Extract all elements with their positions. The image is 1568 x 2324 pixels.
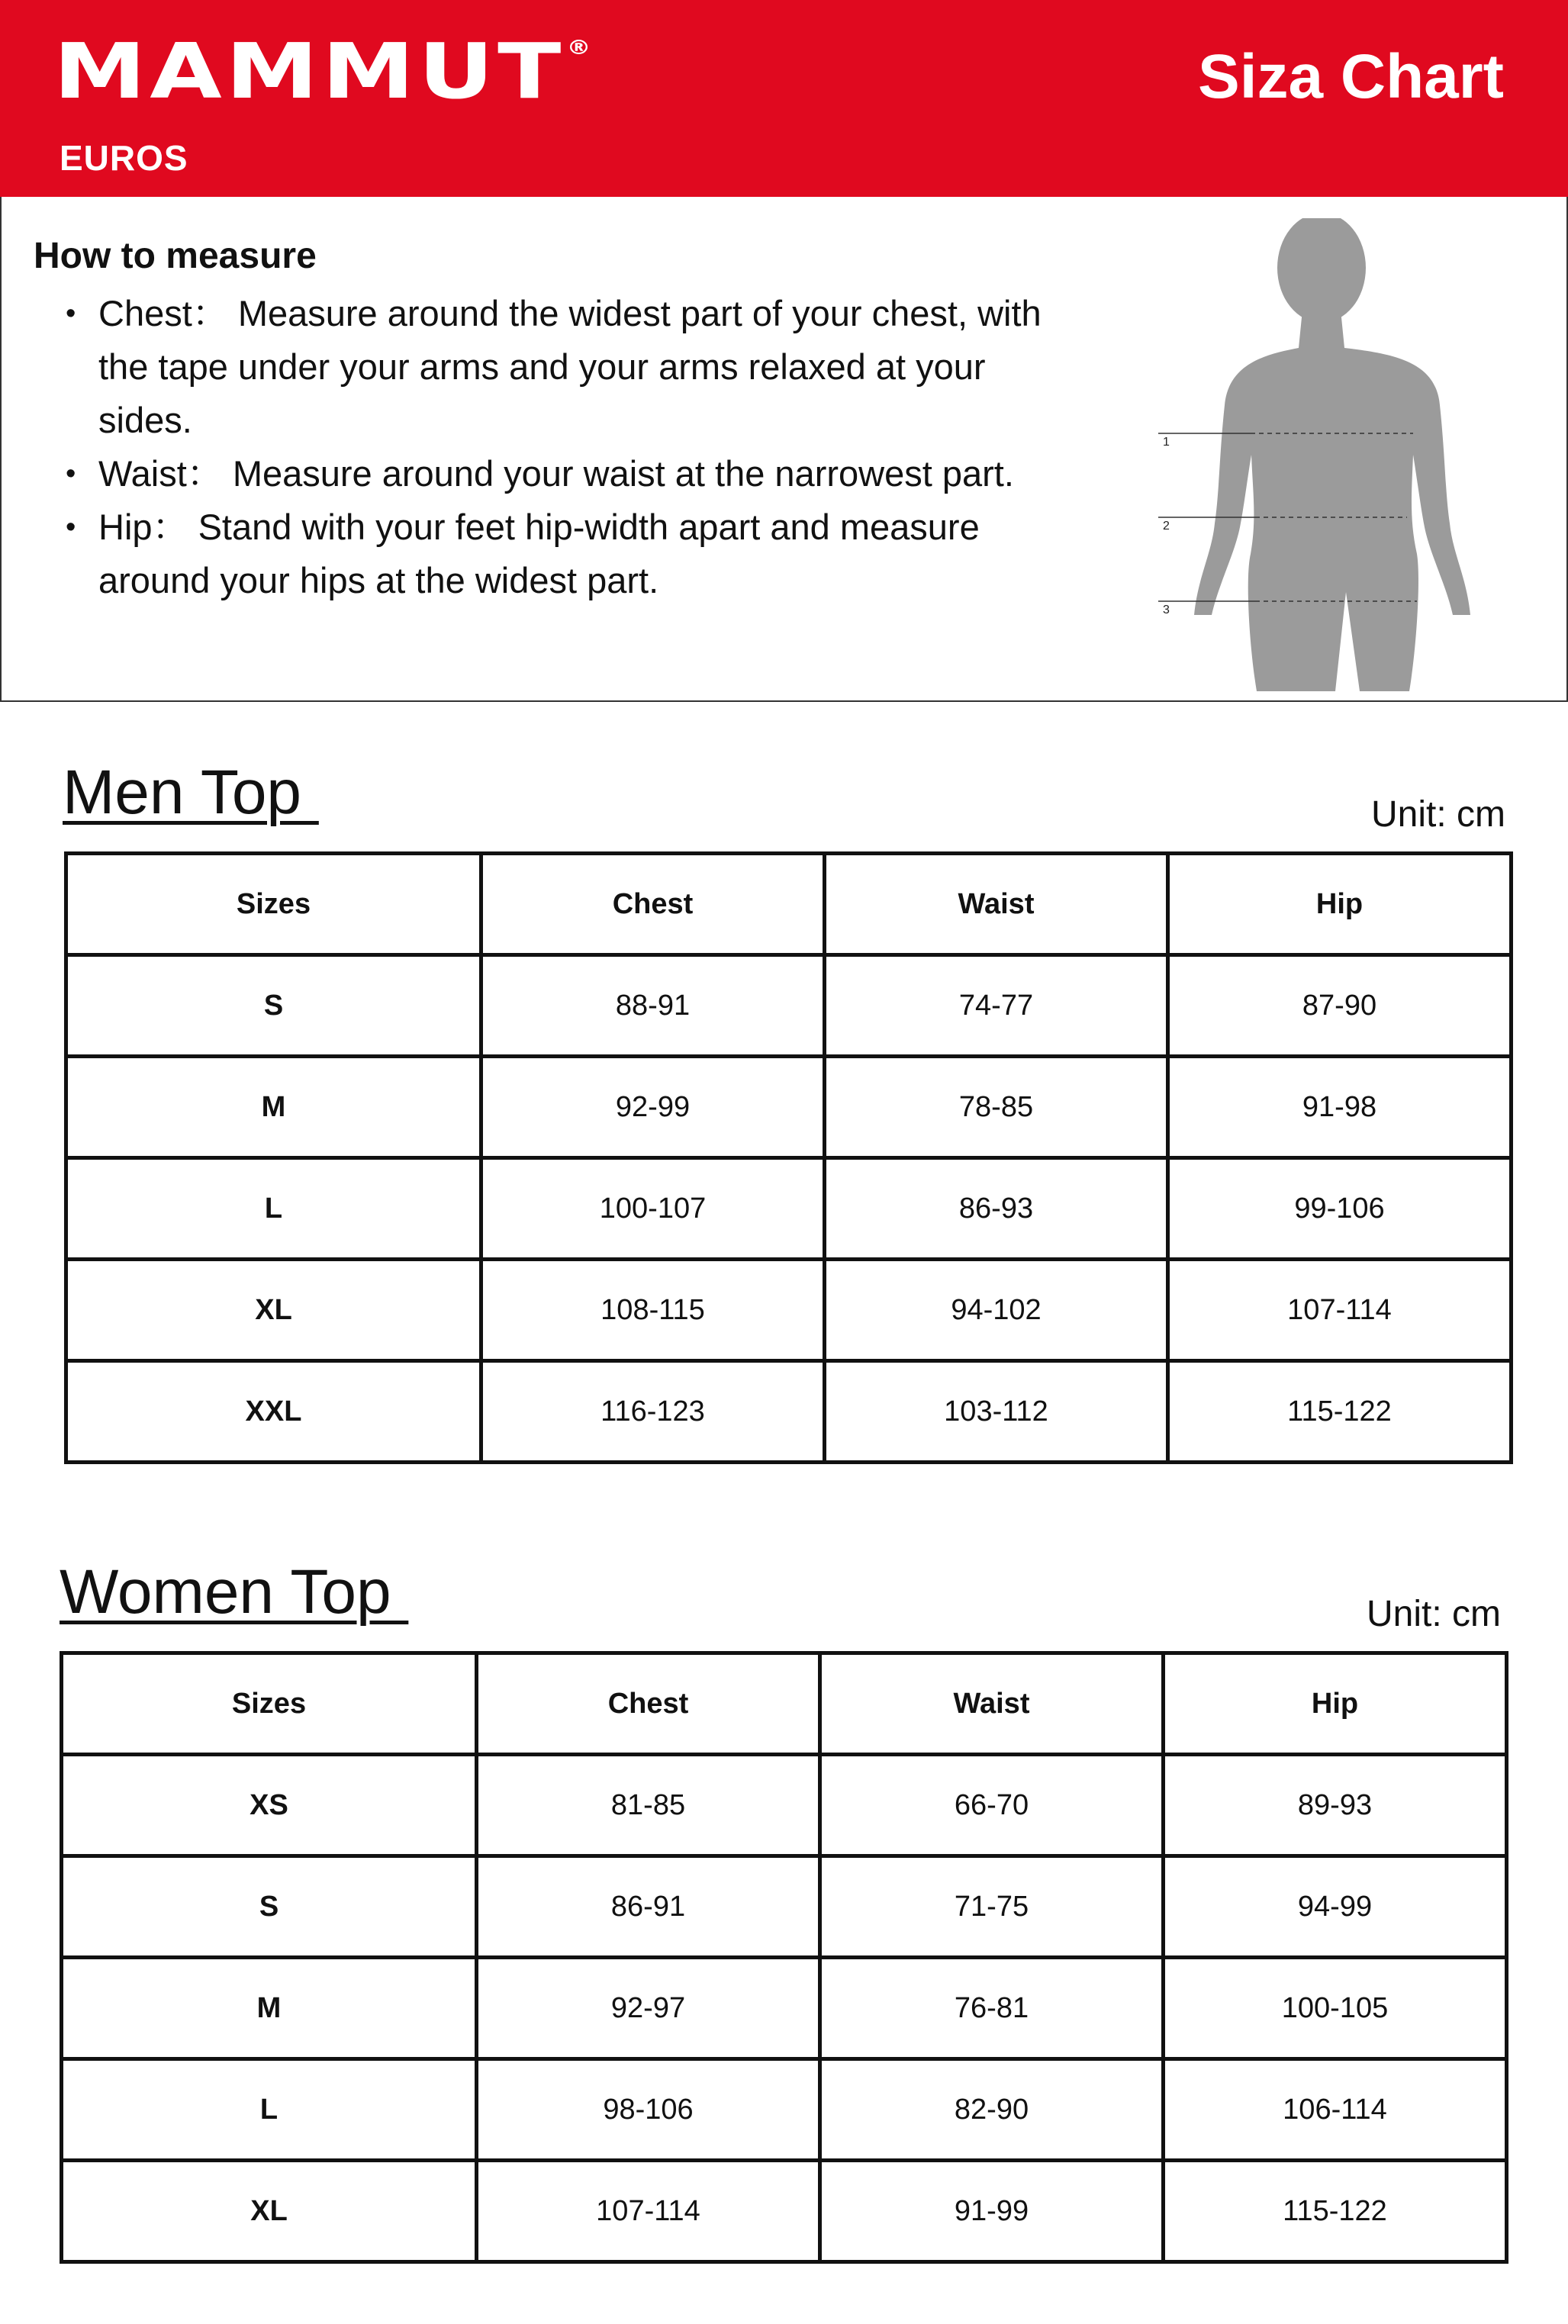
- men-size-table: [64, 851, 1513, 1464]
- measure-chest-item: • Chest： Measure around the widest part of your chest, with the tape under your arms and your arms relaxed at your sides.: [34, 287, 1056, 447]
- women-table-body: [62, 1755, 1507, 2262]
- measurement-cell: 89-93: [1164, 1755, 1507, 1856]
- women-top-title: Women Top: [60, 1557, 409, 1627]
- men-table-body: [66, 955, 1512, 1463]
- size-cell: L: [66, 1158, 481, 1260]
- size-cell: XS: [62, 1755, 477, 1856]
- women-column-header: Sizes: [62, 1653, 477, 1755]
- size-cell: S: [62, 1856, 477, 1958]
- size-cell: M: [62, 1958, 477, 2059]
- men-column-header: Chest: [481, 854, 825, 955]
- measurement-cell: 107-114: [1168, 1260, 1512, 1361]
- measurement-cell: 76-81: [820, 1958, 1164, 2059]
- measurement-cell: 86-93: [825, 1158, 1168, 1260]
- table-row: [62, 1856, 1507, 1958]
- measurement-cell: 92-99: [481, 1057, 825, 1158]
- table-row: [66, 1260, 1512, 1361]
- men-column-header: Hip: [1168, 854, 1512, 955]
- chest-marker-label: 1: [1163, 436, 1170, 449]
- size-cell: XL: [62, 2161, 477, 2262]
- size-cell: XL: [66, 1260, 481, 1361]
- measurement-cell: 98-106: [477, 2059, 820, 2161]
- measurement-cell: 115-122: [1164, 2161, 1507, 2262]
- measurement-cell: 100-105: [1164, 1958, 1507, 2059]
- women-unit-label: Unit: cm: [1366, 1594, 1501, 1634]
- brand-logo: [53, 27, 595, 116]
- measurement-cell: 92-97: [477, 1958, 820, 2059]
- table-row: [66, 955, 1512, 1057]
- men-column-header: Sizes: [66, 854, 481, 955]
- men-top-title: Men Top: [63, 758, 319, 827]
- table-row: [62, 2161, 1507, 2262]
- measurement-cell: 106-114: [1164, 2059, 1507, 2161]
- measurement-cell: 74-77: [825, 955, 1168, 1057]
- table-row: [66, 1057, 1512, 1158]
- region-label: EUROS: [60, 138, 188, 178]
- measurement-cell: 81-85: [477, 1755, 820, 1856]
- size-cell: M: [66, 1057, 481, 1158]
- measurement-cell: 86-91: [477, 1856, 820, 1958]
- table-row: [62, 1755, 1507, 1856]
- women-column-header: Chest: [477, 1653, 820, 1755]
- table-row: [66, 1361, 1512, 1463]
- registered-mark: ®: [566, 37, 595, 60]
- size-cell: L: [62, 2059, 477, 2161]
- women-header-row: [62, 1653, 1507, 1755]
- measurement-cell: 115-122: [1168, 1361, 1512, 1463]
- measurement-cell: 87-90: [1168, 955, 1512, 1057]
- measurement-cell: 99-106: [1168, 1158, 1512, 1260]
- measurement-cell: 100-107: [481, 1158, 825, 1260]
- men-column-header: Waist: [825, 854, 1168, 955]
- measurement-cell: 71-75: [820, 1856, 1164, 1958]
- size-cell: XXL: [66, 1361, 481, 1463]
- measure-waist-item: • Waist： Measure around your waist at the narrowest part.: [34, 447, 1056, 501]
- how-to-measure-panel: [0, 197, 1568, 702]
- measurement-cell: 94-99: [1164, 1856, 1507, 1958]
- measure-hip-item: • Hip： Stand with your feet hip-width apart and measure around your hips at the widest part.: [34, 501, 1056, 607]
- women-column-header: Waist: [820, 1653, 1164, 1755]
- measurement-cell: 82-90: [820, 2059, 1164, 2161]
- measurement-cell: 91-98: [1168, 1057, 1512, 1158]
- body-figure-illustration: [1146, 218, 1512, 691]
- header-banner: [0, 0, 1568, 197]
- measurement-cell: 116-123: [481, 1361, 825, 1463]
- measurement-cell: 91-99: [820, 2161, 1164, 2262]
- table-row: [62, 2059, 1507, 2161]
- hip-marker-label: 3: [1163, 604, 1170, 616]
- men-unit-label: Unit: cm: [1370, 794, 1505, 835]
- measurement-cell: 108-115: [481, 1260, 825, 1361]
- brand-wordmark: MAMMUT: [53, 27, 565, 116]
- size-cell: S: [66, 955, 481, 1057]
- measurement-cell: 103-112: [825, 1361, 1168, 1463]
- table-row: [66, 1158, 1512, 1260]
- women-size-table: [60, 1651, 1508, 2264]
- page-title: Siza Chart: [1198, 42, 1504, 111]
- measurement-cell: 107-114: [477, 2161, 820, 2262]
- measurement-cell: 88-91: [481, 955, 825, 1057]
- measurement-cell: 78-85: [825, 1057, 1168, 1158]
- body-silhouette: [1194, 218, 1470, 691]
- measure-instructions: [34, 287, 1056, 607]
- measurement-cell: 94-102: [825, 1260, 1168, 1361]
- table-row: [62, 1958, 1507, 2059]
- men-header-row: [66, 854, 1512, 955]
- how-to-measure-heading: How to measure: [34, 236, 317, 276]
- measurement-cell: 66-70: [820, 1755, 1164, 1856]
- women-column-header: Hip: [1164, 1653, 1507, 1755]
- waist-marker-label: 2: [1163, 520, 1170, 533]
